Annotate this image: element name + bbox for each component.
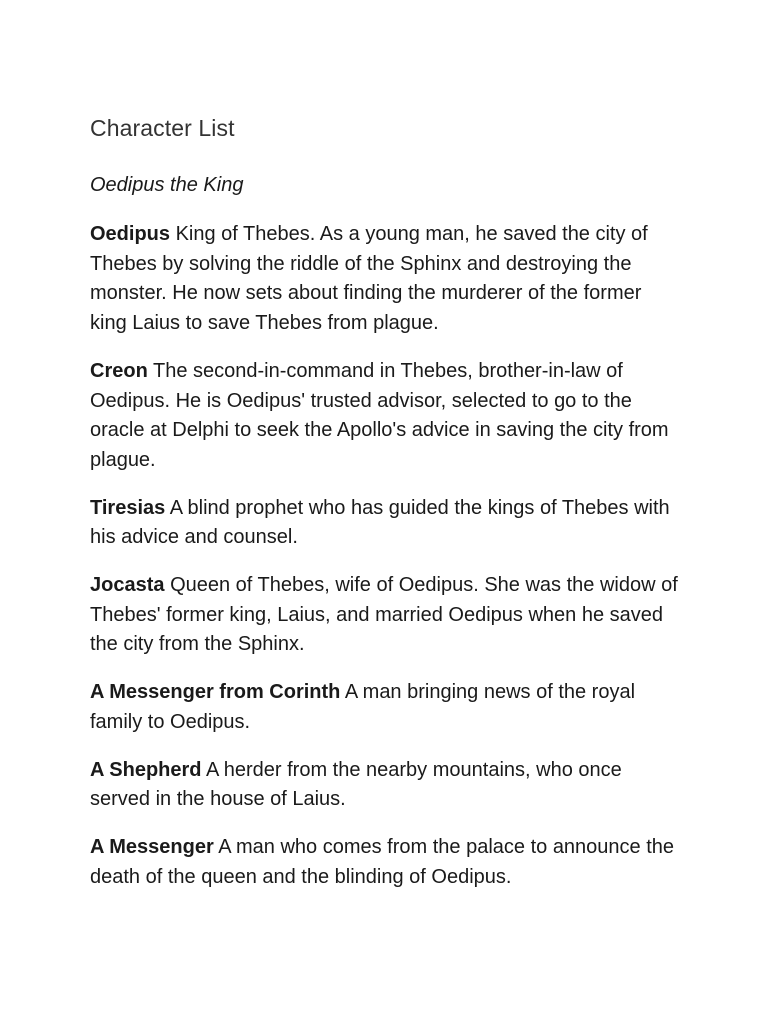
character-name: Creon: [90, 359, 148, 382]
character-entry-messenger-corinth: [90, 678, 678, 737]
character-entry-jocasta: [90, 571, 678, 660]
character-entry-creon: [90, 357, 678, 476]
page-subtitle: Oedipus the King: [90, 174, 244, 196]
character-description: Queen of Thebes, wife of Oedipus. She was the widow of Thebes' former king, Laius, and married Oedipus when he saved the city from the Sphinx.: [90, 574, 678, 656]
character-entry-oedipus: [90, 220, 678, 339]
character-description: The second-in-command in Thebes, brother-in-law of Oedipus. He is Oedipus' trusted advisor, selected to go to the oracle at Delphi to seek the Apollo's advice in saving the city from plague.: [90, 359, 669, 471]
character-entry-shepherd: [90, 756, 678, 815]
character-name: Tiresias: [90, 496, 166, 519]
character-name: A Messenger: [90, 835, 214, 858]
character-name: Jocasta: [90, 574, 165, 597]
character-description: A man bringing news of the royal family to Oedipus.: [90, 681, 636, 733]
character-name: A Shepherd: [90, 758, 202, 781]
character-entry-tiresias: [90, 494, 678, 553]
character-name: Oedipus: [90, 223, 171, 245]
character-description: A blind prophet who has guided the kings of Thebes with his advice and counsel.: [90, 496, 670, 549]
character-description: King of Thebes. As a young man, he saved the city of Thebes by solving the riddle of the Sphinx and destroying the monster. He now sets about finding the murderer of the former king Laius to save Thebes from plague.: [90, 223, 648, 335]
character-entry-messenger: [90, 833, 678, 892]
page-title: Character List: [90, 115, 235, 141]
character-description: A herder from the nearby mountains, who once served in the house of Laius.: [90, 758, 622, 811]
character-description: A man who comes from the palace to announce the death of the queen and the blinding of Oedipus.: [90, 835, 675, 888]
character-name: A Messenger from Corinth: [90, 681, 341, 704]
